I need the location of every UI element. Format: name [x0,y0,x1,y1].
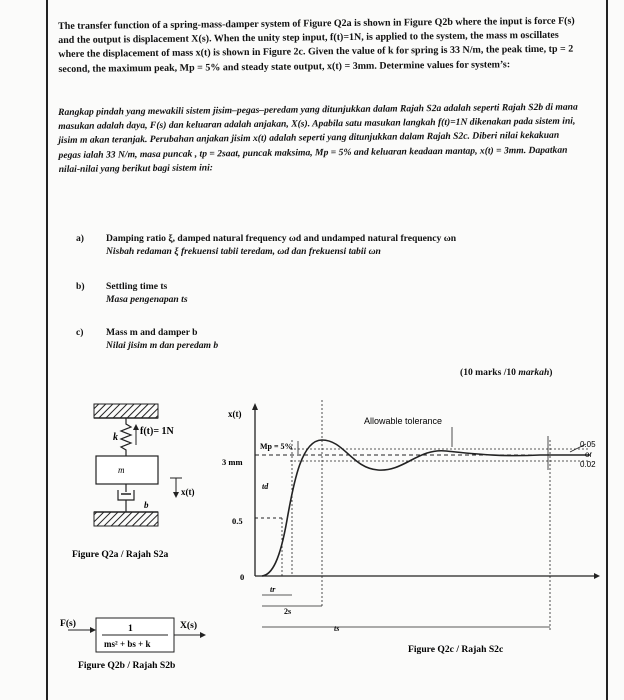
spring-label: k [113,432,118,443]
tf-output-arrowhead [200,632,206,638]
tf-input-arrowhead [90,627,96,633]
part-a-label: a) [76,233,84,244]
tr-label: tr [270,585,276,594]
part-a-malay: Nisbah redaman ξ frekuensi tabii teredam, ωd dan frekuensi tabii ωn [106,246,381,257]
response-curve [262,440,593,576]
marks-italic: markah [518,367,550,378]
y-axis-label: x(t) [228,409,242,419]
y-tick-0: 0 [240,572,245,582]
tolerance-label: Allowable tolerance [364,416,443,426]
tol-value-1: 0.05 [580,440,596,449]
fig-q2a-caption: Figure Q2a / Rajah S2a [72,549,169,560]
tp-label: 2s [284,607,292,616]
floor-ground [94,512,158,526]
tf-output-label: X(s) [180,620,198,631]
part-c-english: Mass m and damper b [106,327,198,338]
td-label: td [262,482,269,491]
figure-q2c [222,400,600,633]
mass-label: m [118,465,125,475]
fig-q2c-caption: Figure Q2c / Rajah S2c [408,644,504,655]
y-tick-3mm: 3 mm [222,457,243,467]
part-a-english: Damping ratio ξ, damped natural frequency ωd and undamped natural frequency ωn [106,233,457,244]
force-arrowhead [133,424,139,430]
spring-shape [121,418,131,456]
tol-value-or: or [585,450,593,459]
displacement-label: x(t) [181,487,195,497]
mass-block [96,456,158,484]
part-c-label: c) [76,327,84,338]
x-axis-arrowhead [594,573,600,579]
ts-label: ts [334,624,340,633]
ceiling-ground [94,404,158,418]
part-c-malay: Nilai jisim m dan peredam b [106,340,219,351]
force-label: f(t)= 1N [140,426,174,437]
damper-label: b [144,500,149,510]
mp-label: Mp = 5% [260,442,293,451]
fig-q2b-caption: Figure Q2b / Rajah S2b [78,660,176,671]
part-b-english: Settling time ts [106,281,168,292]
marks-text: (10 marks /10 [460,367,519,378]
tf-input-label: F(s) [60,618,76,629]
figure-q2b [60,618,206,652]
part-b-label: b) [76,281,85,292]
tf-numerator: 1 [128,623,133,634]
question-malay: Rangkap pindah yang mewakili sistem jisim–pegas–peredam yang ditunjukkan dalam Rajah S2a adalah seperti Rajah S2b di mana masukan adalah daya, F(s) dan keluaran adalah anjakan, X(s). Apabila satu masukan langkah f(t)=1N dikenakan pada sistem ini, jisim m akan teranjak. Perubahan anjakan jisim x(t) adalah seperti yang ditunjukkan dalam Rajah S2c. Diberi nilai kekakuan pegas ialah 33 N/m, masa puncak , tp = 2saat, puncak maksima, Mp = 5% and keluaran keadaan mantap, x(t) = 3mm. Dapatkan nilai-nilai yang berikut bagi sistem ini: [58,101,578,175]
y-tick-05: 0.5 [232,516,243,526]
question-english: The transfer function of a spring-mass-damper system of Figure Q2a is shown in Figure Q2b where the input is force F(s) and the output is displacement X(s). When the unity step input, f(t)=1N, is applied to the system, the mass m oscillates where the displacement of mass x(t) is shown in Figure 2c. Given the value of k for spring is 33 N/m, the peak time, tp = 2 second, the maximum peak, Mp = 5% and steady state output, x(t) = 3mm. Determine values for system’s: [58,15,575,75]
marks-close: ) [549,367,553,378]
tol-value-2: 0.02 [580,460,596,469]
part-b-malay: Masa pengenapan ts [106,294,188,305]
tf-denominator: ms² + bs + k [104,639,151,649]
y-axis-arrowhead [252,403,258,410]
displacement-arrowhead [173,492,179,498]
figure-q2a [94,404,195,526]
